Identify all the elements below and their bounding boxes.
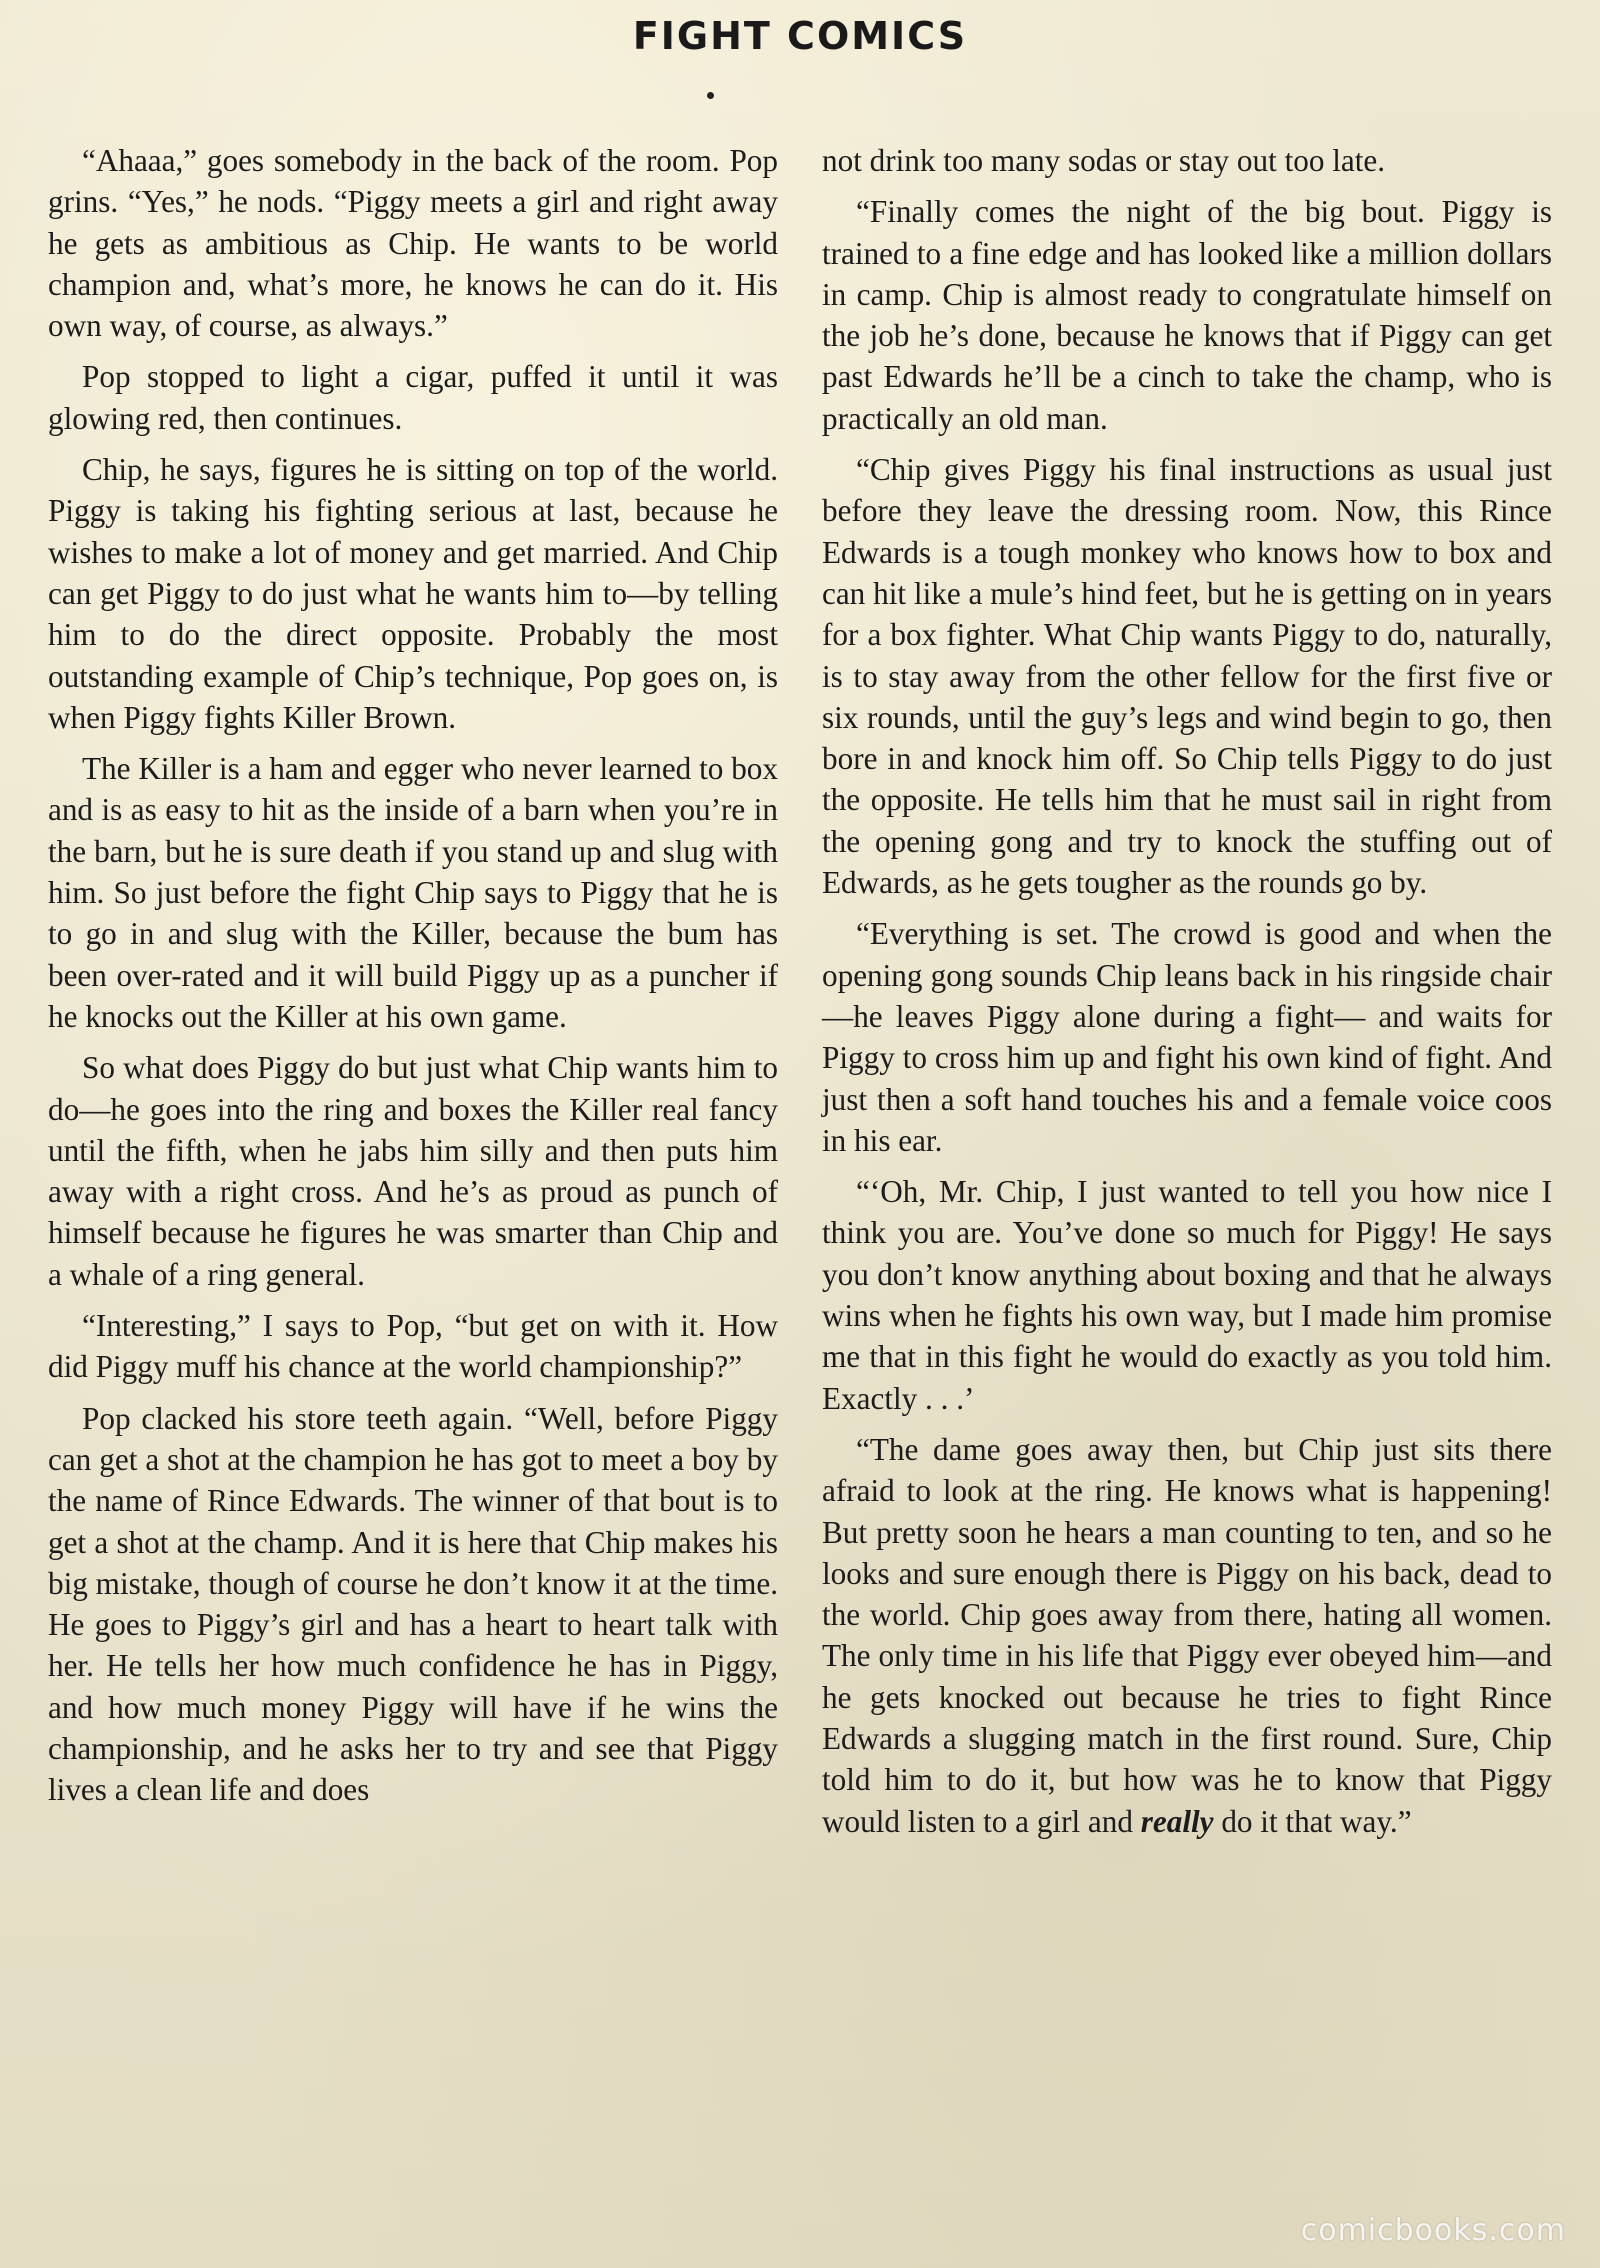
paragraph: Pop clacked his store teeth again. “Well, before Piggy can get a shot at the champion he has got to meet a boy by the name of Rince Edwards. The winner of that bout is to get a shot at the champ. And it is here that Chip makes his big mistake, though of course he don’t know it at the time. He goes to Piggy’s girl and has a heart to heart talk with her. He tells her how much confidence he has in Piggy, and how much money Piggy will have if he wins the championship, and he asks her to try and see that Piggy lives a clean life and does bbox=[48, 1400, 778, 1808]
paragraph: “Finally comes the night of the big bout. Piggy is trained to a fine edge and has looked like a million dollars in camp. Chip is almost ready to congratulate himself on the job he’s done, because he knows that if Piggy can get past Edwards he’ll be a cinch to take the champ, who is practically an old man. bbox=[822, 194, 1552, 436]
left-column bbox=[48, 140, 778, 1821]
paragraph: So what does Piggy do but just what Chip wants him to do—he goes into the ring and boxes the Killer real fancy until the fifth, when he jabs him silly and then puts him away with a right cross. And he’s as proud as punch of himself because he figures he was smarter than Chip and a whale of a ring general. bbox=[48, 1050, 778, 1292]
paragraph: “Chip gives Piggy his final instructions as usual just before they leave the dressing room. Now, this Rince Edwards is a tough monkey who knows how to box and can hit like a mule’s hind feet, but he is getting on in years for a box fighter. What Chip wants Piggy to do, naturally, is to stay away from the other fellow for the first five or six rounds, until the guy’s legs and wind begin to go, then bore in and knock him off. So Chip tells Piggy to do just the opposite. He tells him that he must sail in right from the opening gong and try to knock the stuffing out of Edwards, as he gets tougher as the rounds go by. bbox=[822, 452, 1552, 901]
page-header: FIGHT COMICS bbox=[632, 14, 968, 58]
paragraph: “Interesting,” I says to Pop, “but get on with it. How did Piggy muff his chance at the world championship?” bbox=[48, 1308, 778, 1385]
site-watermark: comicbooks.com bbox=[1300, 2213, 1566, 2248]
right-column bbox=[822, 140, 1552, 1852]
paragraph: “Everything is set. The crowd is good and when the opening gong sounds Chip leans back in his ringside chair—he leaves Piggy alone during a fight— and waits for Piggy to cross him up and fight his own kind of fight. And just then a soft hand touches his and a female voice coos in his ear. bbox=[822, 916, 1552, 1158]
header-ornament-dot bbox=[707, 92, 714, 99]
paragraph: The Killer is a ham and egger who never learned to box and is as easy to hit as the inside of a barn when you’re in the barn, but he is sure death if you stand up and slug with him. So just before the fight Chip says to Piggy that he is to go in and slug with the Killer, because the bum has been over-rated and it will build Piggy up as a puncher if he knocks out the Killer at his own game. bbox=[48, 751, 778, 1034]
paragraph-continuation: not drink too many sodas or stay out too late. bbox=[822, 143, 1386, 178]
final-paragraph-text: “The dame goes away then, but Chip just sits there afraid to look at the ring. He knows what is happening! But pretty soon he hears a man counting to ten, and so he looks and sure enough there is Piggy on his back, dead to the world. Chip goes away from there, hating all women. The only time in his life that Piggy ever obeyed him—and he gets knocked out because he tries to fight Rince Edwards a slugging match in the first round. Sure, Chip told him to do it, but how was he to know that Piggy would listen to a girl and bbox=[822, 1431, 1552, 1839]
emphasis-word: really bbox=[1140, 1803, 1214, 1839]
paragraph: “‘Oh, Mr. Chip, I just wanted to tell you how nice I think you are. You’ve done so much for Piggy! He says you don’t know anything about boxing and that he always wins when he fights his own way, but I made him promise me that in this fight he would do exactly as you told him. Exactly . . .’ bbox=[822, 1174, 1552, 1416]
paragraph: “Ahaaa,” goes somebody in the back of the room. Pop grins. “Yes,” he nods. “Piggy meets a girl and right away he gets as ambitious as Chip. He wants to be world champion and, what’s more, he knows he can do it. His own way, of course, as always.” bbox=[48, 143, 778, 344]
final-paragraph bbox=[822, 1429, 1552, 1842]
paragraph: Pop stopped to light a cigar, puffed it until it was glowing red, then continues. bbox=[48, 359, 778, 436]
paragraph: Chip, he says, figures he is sitting on top of the world. Piggy is taking his fighting serious at last, because he wishes to make a lot of money and get married. And Chip can get Piggy to do just what he wants him to—by telling him to do the direct opposite. Probably the most outstanding example of Chip’s technique, Pop goes on, is when Piggy fights Killer Brown. bbox=[48, 452, 778, 735]
final-paragraph-tail: do it that way.” bbox=[1213, 1803, 1412, 1839]
